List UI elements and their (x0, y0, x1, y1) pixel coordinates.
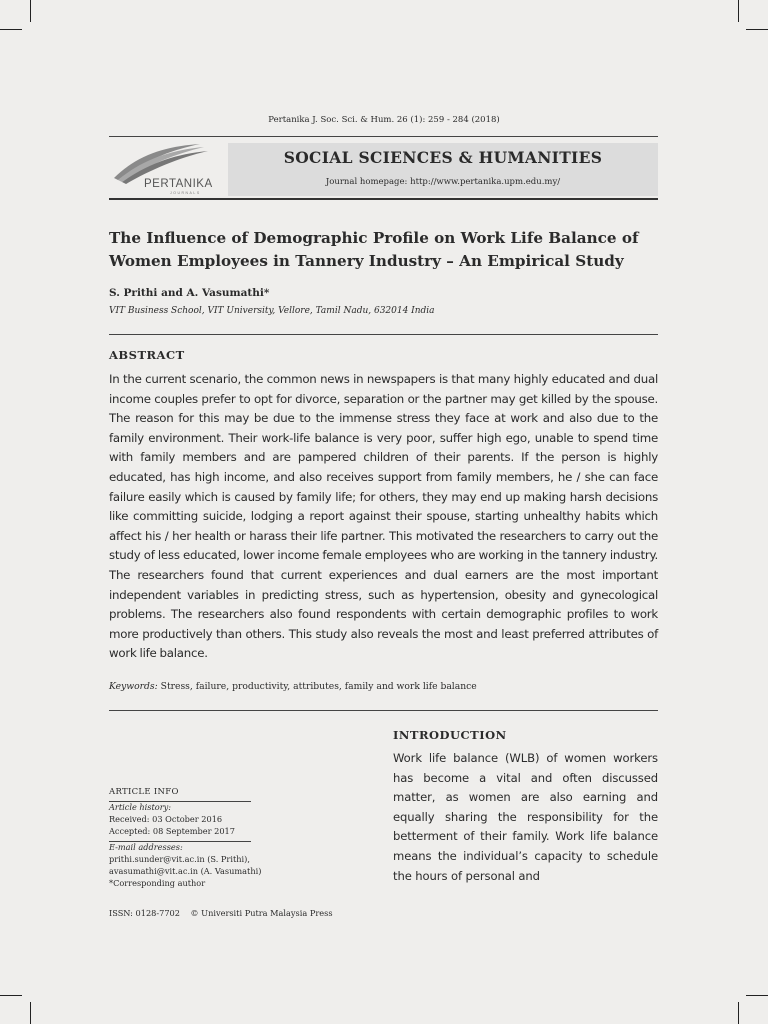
swoosh-icon (108, 140, 228, 196)
author-affiliation: VIT Business School, VIT University, Vellore, Tamil Nadu, 632014 India (109, 306, 435, 316)
abstract-text: In the current scenario, the common news in newspapers is that many highly educated and dual income couples prefer to opt for divorce, separation or the partner may get killed by the spouse. The reason for this may be due to the immense stress they face at work and also due to the family environment. Their work-life balance is very poor, suffer high ego, unable to spend time with family members and are pampered children of their parents. If the person is highly educated, has high income, and also receives support from family members, he / she can face failure easily which is caused by family life; for others, they may end up making harsh decisions like committing suicide, lodging a report against their spouse, starting unhealthy habits which affect his / her health or harass their life partner. This motivated the researchers to carry out the study of less educated, lower income female employees who are working in the tannery industry. The researchers found that current experiences and dual earners are the most important independent variables in predicting stress, such as hypertension, obesity and gynecological problems. The researchers also found respondents with certain demographic profiles to work more productively than others. This study also reveals the most and least preferred attributes of work life balance. (109, 372, 658, 661)
accepted-date: Accepted: 08 September 2017 (109, 826, 235, 836)
banner-rule (109, 198, 658, 200)
article-title-line: Women Employees in Tannery Industry – An Empirical Study (109, 252, 624, 270)
introduction-heading: INTRODUCTION (393, 728, 507, 742)
article-title-line: The Influence of Demographic Profile on Work Life Balance of (109, 229, 639, 247)
article-history-label: Article history: (109, 802, 171, 812)
crop-mark (746, 29, 768, 30)
section-rule (109, 710, 658, 711)
crop-mark (0, 29, 22, 30)
author-email: prithi.sunder@vit.ac.in (S. Prithi), (109, 854, 250, 864)
pertanika-logo (108, 140, 228, 196)
section-rule (109, 334, 658, 335)
email-label: E-mail addresses: (109, 842, 183, 852)
journal-banner (228, 143, 658, 196)
keywords (109, 681, 477, 692)
article-title (109, 227, 669, 273)
keywords-label: Keywords: (109, 681, 158, 692)
article-info-heading: ARTICLE INFO (109, 787, 179, 797)
author-email: avasumathi@vit.ac.in (A. Vasumathi) (109, 866, 262, 876)
keywords-text: Stress, failure, productivity, attributes, family and work life balance (157, 681, 477, 692)
crop-mark (0, 995, 22, 996)
journal-homepage: Journal homepage: http://www.pertanika.upm.edu.my/ (325, 177, 561, 187)
header-rule (109, 136, 658, 137)
crop-mark (30, 1002, 31, 1024)
journal-title: SOCIAL SCIENCES & HUMANITIES (283, 148, 603, 167)
received-date: Received: 03 October 2016 (109, 814, 223, 824)
crop-mark (738, 0, 739, 22)
logo-text: PERTANIKA (144, 178, 213, 190)
issn-footer: ISSN: 0128-7702 © Universiti Putra Malaysia Press (109, 908, 333, 918)
article-authors: S. Prithi and A. Vasumathi* (109, 287, 270, 299)
introduction-text: Work life balance (WLB) of women workers has become a vital and often discussed matter, as women are also earning and equally sharing the responsibility for the betterment of their family. Work life balance means the individual’s capacity to schedule the hours of personal and (393, 751, 658, 883)
crop-mark (738, 1002, 739, 1024)
corresponding-author-note: *Corresponding author (109, 878, 206, 888)
logo-subtext: JOURNALS (170, 191, 201, 195)
abstract-heading: ABSTRACT (109, 348, 185, 362)
crop-mark (30, 0, 31, 22)
crop-mark (746, 995, 768, 996)
journal-citation: Pertanika J. Soc. Sci. & Hum. 26 (1): 259 - 284 (2018) (268, 115, 500, 125)
